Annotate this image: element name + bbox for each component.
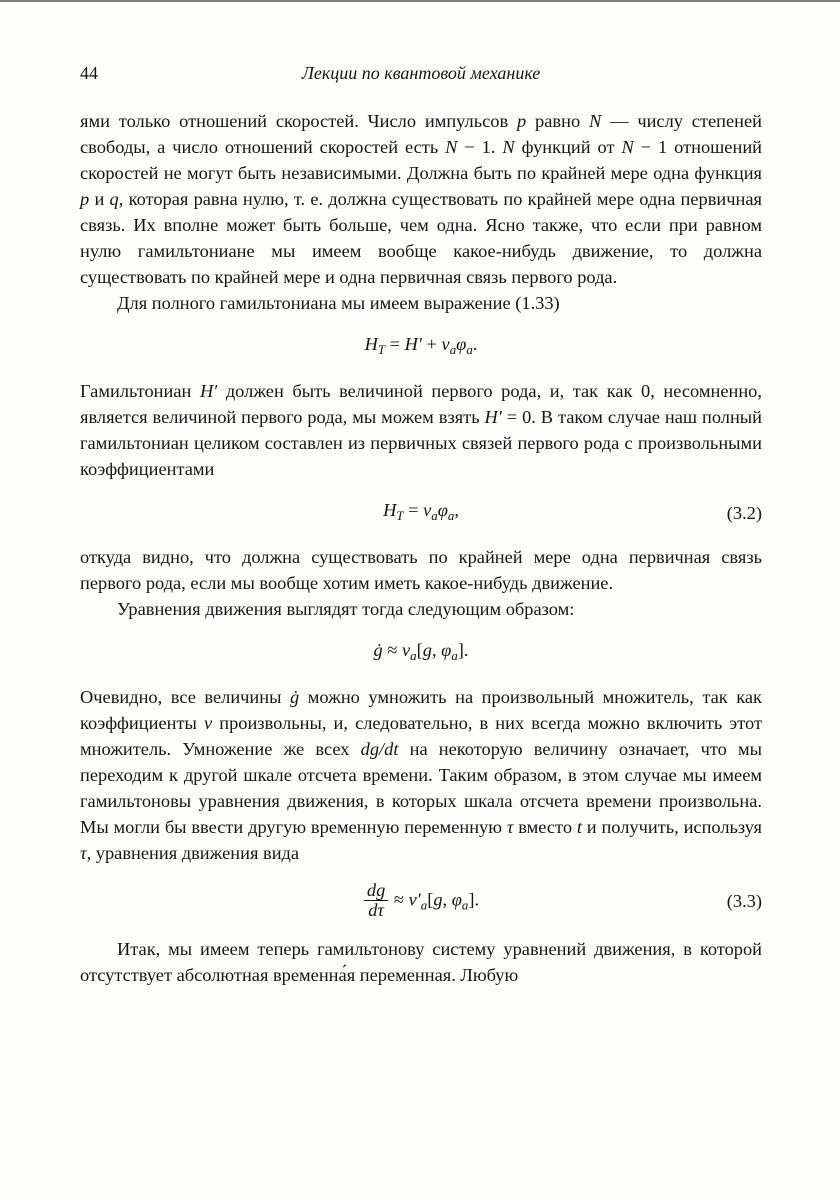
formula-content bbox=[365, 331, 478, 363]
math-run: H′ bbox=[484, 406, 502, 427]
text-run: − 1 отношений скоростей не могут быть независимыми. Должна быть по крайней мере одна функция bbox=[80, 137, 762, 183]
math-run: ġ bbox=[373, 639, 383, 660]
math-run: τ bbox=[80, 842, 87, 863]
text-run: [ bbox=[416, 639, 423, 660]
equation-number: (3.3) bbox=[726, 890, 762, 911]
paragraph bbox=[80, 378, 762, 482]
display-formula bbox=[80, 331, 762, 363]
paragraph bbox=[80, 596, 762, 622]
math-run: a bbox=[461, 898, 469, 913]
math-run: v bbox=[203, 712, 213, 733]
equation-number: (3.2) bbox=[726, 502, 762, 523]
text-run: Очевидно, все величины bbox=[80, 686, 291, 707]
text-run: = bbox=[385, 334, 405, 354]
math-run: N bbox=[588, 111, 602, 131]
text-run: откуда видно, что должна существовать по крайней мере одна первичная связь первого рода, если мы вообще хотим иметь какое-нибудь движение. bbox=[80, 546, 762, 593]
math-run: φ bbox=[441, 639, 452, 660]
text-run: ]. bbox=[457, 639, 469, 660]
page-number: 44 bbox=[80, 63, 98, 83]
display-formula bbox=[80, 497, 762, 529]
math-run: a bbox=[466, 342, 473, 357]
text-run: на некоторую величину означает, что мы переходим к другой шкале отсчета времени. Таким образом, в этом случае мы имеем гамильтоновы уравнения движения, в которых шкала отсчета времени произвольна. Мы могли бы ввести другую временную переменную bbox=[80, 738, 762, 837]
text-run: ≈ bbox=[389, 889, 409, 910]
formula-content bbox=[374, 637, 469, 669]
text-run: = bbox=[403, 499, 424, 520]
text-run: равно bbox=[526, 111, 589, 131]
paragraph bbox=[80, 544, 762, 596]
text-run: [ bbox=[427, 889, 434, 910]
text-run: Для полного гамильтониана мы имеем выражение (1.33) bbox=[117, 293, 560, 313]
running-title: Лекции по квантовой механике bbox=[301, 63, 541, 83]
text-run: , уравнения движения вида bbox=[86, 842, 300, 863]
math-run: a bbox=[410, 648, 417, 663]
text-run: произвольны, и, следовательно, в них всегда можно включить этот множитель. Умножение же всех bbox=[80, 712, 762, 759]
text-run: Гамильтониан bbox=[80, 380, 200, 401]
math-run: a bbox=[451, 648, 458, 663]
paragraph bbox=[80, 290, 762, 316]
paragraph bbox=[80, 936, 762, 988]
math-run: T bbox=[396, 508, 404, 523]
scan-edge-artifact bbox=[0, 0, 840, 2]
fraction-numerator: dg bbox=[366, 879, 386, 900]
math-run: τ bbox=[506, 816, 514, 837]
math-run: v bbox=[441, 334, 450, 354]
text-run: , bbox=[454, 499, 459, 520]
formula-content bbox=[383, 497, 459, 529]
math-run: H′ bbox=[404, 334, 422, 354]
text-run: , bbox=[431, 639, 442, 660]
text-run: Итак, мы имеем теперь гамильтонову систему уравнений движения, в которой отсутствует абсолютная временна́я переменная. Любую bbox=[80, 939, 762, 986]
text-run: + bbox=[421, 334, 442, 354]
text-run: . bbox=[472, 334, 478, 354]
math-run: N bbox=[621, 137, 634, 157]
math-run: ġ bbox=[290, 686, 300, 707]
fraction bbox=[364, 881, 388, 922]
math-run: t bbox=[576, 816, 582, 837]
text-run: Уравнения движения выглядят тогда следующим образом: bbox=[117, 598, 575, 619]
running-header bbox=[80, 60, 762, 86]
math-run: N bbox=[445, 137, 458, 157]
text-run: , bbox=[442, 889, 452, 910]
math-run: g bbox=[433, 889, 443, 910]
math-run: H′ bbox=[199, 380, 218, 401]
text-run: − 1. bbox=[457, 137, 503, 157]
math-run: φ bbox=[451, 889, 462, 910]
paragraph bbox=[80, 108, 762, 290]
text-run: ]. bbox=[468, 889, 480, 910]
text-run: можно умножить на произвольный множитель, так как коэффициенты bbox=[80, 686, 762, 733]
text-run: ями только отношений скоростей. Число импульсов bbox=[80, 111, 518, 131]
math-run: a bbox=[447, 508, 455, 523]
math-run: H bbox=[364, 334, 378, 354]
math-run: N bbox=[502, 137, 515, 157]
math-run: g bbox=[422, 639, 432, 660]
math-run: dg/dt bbox=[360, 738, 399, 759]
math-run: v bbox=[402, 639, 411, 660]
display-formula bbox=[80, 637, 762, 669]
text-run: = 0. В таком случае наш полный гамильтониан целиком составлен из первичных связей первого рода с произвольными коэффициентами bbox=[80, 406, 763, 479]
page-body bbox=[80, 108, 762, 988]
math-run: q bbox=[109, 189, 119, 209]
text-run: — числу степеней свободы, а число отношений скоростей есть bbox=[80, 111, 763, 157]
paragraph bbox=[80, 684, 762, 866]
text-run: должен быть величиной первого рода, и, так как 0, несомненно, является величиной первого рода, мы можем взять bbox=[80, 380, 762, 427]
text-run: и bbox=[89, 189, 110, 209]
fraction-denominator: dτ bbox=[364, 900, 388, 921]
math-run: φ bbox=[437, 499, 448, 520]
math-run: p bbox=[517, 111, 527, 131]
text-run: ≈ bbox=[382, 639, 402, 660]
formula-content bbox=[363, 881, 479, 922]
math-run: H bbox=[383, 499, 397, 520]
text-run: вместо bbox=[513, 816, 577, 837]
text-run: функций от bbox=[514, 137, 622, 157]
math-run: T bbox=[377, 342, 386, 357]
math-run: a bbox=[431, 508, 438, 523]
math-run: φ bbox=[456, 334, 467, 354]
math-run: v bbox=[423, 499, 432, 520]
math-run: p bbox=[80, 189, 90, 209]
display-formula bbox=[80, 881, 762, 922]
text-run: и получить, используя bbox=[581, 816, 763, 837]
math-run: a bbox=[449, 342, 457, 357]
math-run: v′ bbox=[408, 889, 421, 910]
text-run: , которая равна нулю, т. е. должна существовать по крайней мере одна первичная связь. Их вполне может быть больше, чем одна. Ясно также, что если при равном нулю гамильтониане мы имеем вообще какое-нибудь движение, то должна существовать по крайней мере и одна первичная связь первого рода. bbox=[80, 189, 762, 287]
math-run: a bbox=[420, 898, 428, 913]
